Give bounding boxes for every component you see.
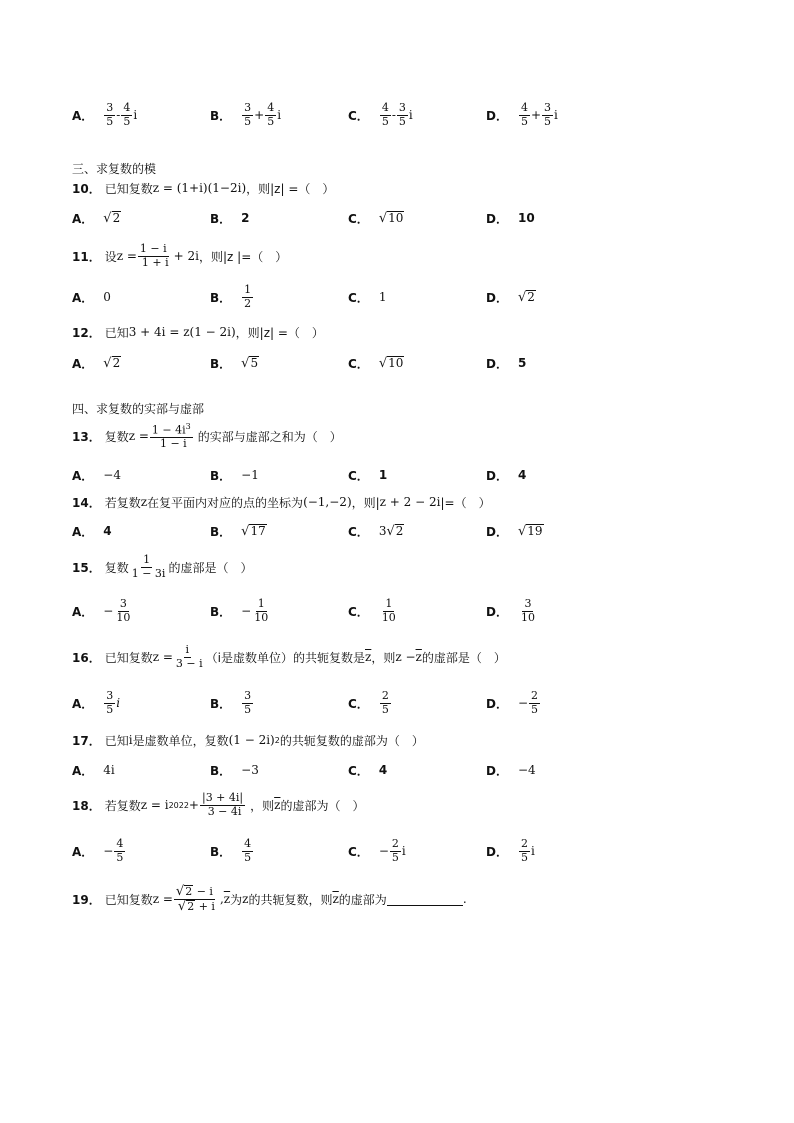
question-17: 17． 已知 i 是虚数单位，复数 (1 − 2i) 2 的共轭复数的虚部为（ ） xyxy=(72,733,424,748)
answer-blank[interactable] xyxy=(387,893,463,906)
q9-option-d[interactable]: D． $\frac{4}{5}$ + $\frac{3}{5}$ i xyxy=(486,100,558,128)
q17-option-b[interactable]: B． −3 xyxy=(210,763,259,778)
q11-option-c[interactable]: C． 1 xyxy=(348,290,387,305)
q13-options xyxy=(72,461,734,489)
q15-option-b[interactable]: B． − $\frac{1}{10}$ xyxy=(210,596,269,624)
q11-options xyxy=(72,283,734,311)
q10-option-b[interactable]: B． 2 xyxy=(210,211,250,226)
q11-option-a[interactable]: A． 0 xyxy=(72,290,111,305)
q12-options xyxy=(72,349,734,377)
q15-option-c[interactable]: C． $\frac{1}{10}$ xyxy=(348,596,396,624)
question-18: 18． 若复数 z = i 2022 + $\frac{|3 + 4i|}{3 - 4i}$ ，则 $\overline{z}$ 的虚部为（ ） xyxy=(72,790,365,818)
question-13: 13． 复数 z = $\frac{1 - 4i^3}{1 - i}$ 的实部与虚部之和为（ ） xyxy=(72,421,342,450)
q16-options xyxy=(72,685,734,721)
q17-option-c[interactable]: C． 4 xyxy=(348,763,388,778)
q9-option-c[interactable]: C． $\frac{4}{5}$ - $\frac{3}{5}$ i xyxy=(348,100,413,128)
q9-option-a[interactable]: A． $\frac{3}{5}$ - $\frac{4}{5}$ i xyxy=(72,100,138,128)
question-10: 10． 已知复数 z = (1+i)(1−2i) ，则|z| =（ ） xyxy=(72,181,335,196)
q15-options xyxy=(72,593,734,629)
q15-option-d[interactable]: D． $\frac{3}{10}$ xyxy=(486,596,535,624)
q13-option-b[interactable]: B． −1 xyxy=(210,468,259,483)
q17-options xyxy=(72,756,734,784)
q17-option-d[interactable]: D． −4 xyxy=(486,763,536,778)
q17-option-a[interactable]: A． 4i xyxy=(72,763,115,778)
question-15: 15． 复数 $\frac{1}{1 - 3i}$ 的虚部是（ ） xyxy=(72,552,253,580)
q16-option-b[interactable]: B． $\frac{3}{5}$ xyxy=(210,688,252,716)
question-14: 14． 若复数 z 在复平面内对应的点的坐标为 (−1,−2) ，则| z + 2 − 2i |=（ ） xyxy=(72,495,491,510)
section-heading-3: 三、求复数的模 xyxy=(72,162,157,176)
q12-option-d[interactable]: D． 5 xyxy=(486,356,527,371)
q14-option-c[interactable]: C． 3 √ 2 xyxy=(348,523,404,540)
q11-option-d[interactable]: D． √ 2 xyxy=(486,289,535,306)
question-16: 16． 已知复数 z = $\frac{i}{3 - i}$ （i是虚数单位）的共轭复数是 $\overline{z}$ ，则 z − $\overline{z}$ 的虚部是（ ） xyxy=(72,642,506,670)
q13-option-d[interactable]: D． 4 xyxy=(486,468,527,483)
q15-option-a[interactable]: A． − $\frac{3}{10}$ xyxy=(72,596,131,624)
question-11: 11． 设 z = $\frac{1 - i}{1 + i}$ + 2i ，则|z |=（ ） xyxy=(72,241,288,269)
q16-option-c[interactable]: C． $\frac{2}{5}$ xyxy=(348,688,389,716)
q18-option-b[interactable]: B． $\frac{4}{5}$ xyxy=(210,836,252,864)
q18-option-c[interactable]: C． − $\frac{2}{5}$ i xyxy=(348,836,406,864)
q10-option-c[interactable]: C． √ 10 xyxy=(348,210,404,227)
q10-options xyxy=(72,204,734,232)
q12-option-c[interactable]: C． √ 10 xyxy=(348,355,404,372)
q12-option-b[interactable]: B． √ 5 xyxy=(210,355,259,372)
question-12: 12． 已知 3 + 4i = z(1 − 2i) ，则|z| =（ ） xyxy=(72,325,324,340)
q12-option-a[interactable]: A． √ 2 xyxy=(72,355,121,372)
q10-option-a[interactable]: A． √ 2 xyxy=(72,210,121,227)
q14-option-d[interactable]: D． √ 19 xyxy=(486,523,543,540)
q16-option-d[interactable]: D． − $\frac{2}{5}$ xyxy=(486,688,539,716)
q10-option-d[interactable]: D． 10 xyxy=(486,211,535,226)
q18-option-a[interactable]: A． − $\frac{4}{5}$ xyxy=(72,836,124,864)
q13-option-c[interactable]: C． 1 xyxy=(348,468,388,483)
q18-option-d[interactable]: D． $\frac{2}{5}$ i xyxy=(486,836,535,864)
q14-options xyxy=(72,517,734,545)
q13-option-a[interactable]: A． −4 xyxy=(72,468,121,483)
q16-option-a[interactable]: A． $\frac{3}{5}$ i xyxy=(72,688,121,716)
q9-options xyxy=(72,101,734,129)
q11-option-b[interactable]: B． $\frac{1}{2}$ xyxy=(210,282,252,310)
section-heading-4: 四、求复数的实部与虚部 xyxy=(72,402,205,416)
q14-option-b[interactable]: B． √ 17 xyxy=(210,523,266,540)
question-19: 19． 已知复数 z = √ 2 − i √ 2 + i , $\overline{z}$ 为 z 的共轭复数，则 $\overline{z}$ 的虚部为 . xyxy=(72,883,467,914)
q18-options xyxy=(72,833,734,869)
q14-option-a[interactable]: A． 4 xyxy=(72,524,112,539)
q9-option-b[interactable]: B． $\frac{3}{5}$ + $\frac{4}{5}$ i xyxy=(210,100,282,128)
